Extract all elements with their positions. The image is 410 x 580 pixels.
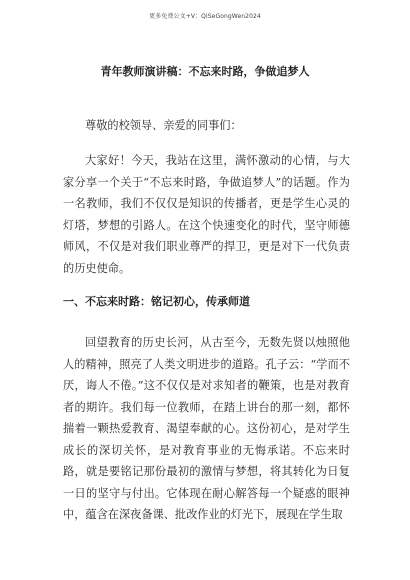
intro-paragraph: 大家好！今天，我站在这里，满怀激动的心情，与大家分享一个关于“不忘来时路，争做追梦人”的话题。作为一名教师，我们不仅仅是知识的传播者，更是学生心灵的灯塔，梦想的引路人。在这个快速变化的时代，坚守师德师风，不仅是对我们职业尊严的捍卫，更是对下一代负责的历史使命。 <box>63 154 350 275</box>
section-1-paragraph: 回望教育的历史长河，从古至今，无数先贤以烛照他人的精神，照亮了人类文明进步的道路。孔子云：“学而不厌，诲人不倦。”这不仅仅是对求知者的鞭策，也是对教育者的期许。我们每一位教师，在踏上讲台的那一刻，都怀揣着一颗热爱教育、渴望奉献的心。这份初心，是对学生成长的深切关怀，是对教育事业的无悔承诺。不忘来时路，就是要铭记那份最初的激情与梦想，将其转化为日复一日的坚守与付出。它体现在耐心解答每一个疑惑的眼神中，蕴含在深夜备课、批改作业的灯光下，展现在学生取 <box>63 336 350 521</box>
salutation-paragraph: 尊敬的校领导、亲爱的同事们： <box>85 119 242 132</box>
section-heading-1: 一、不忘来时路：铭记初心，传承师道 <box>63 295 250 308</box>
document-title: 青年教师演讲稿：不忘来时路，争做追梦人 <box>100 65 310 78</box>
header-note: 更多免费公文+V：QiSeGongWen2024 <box>149 13 261 20</box>
